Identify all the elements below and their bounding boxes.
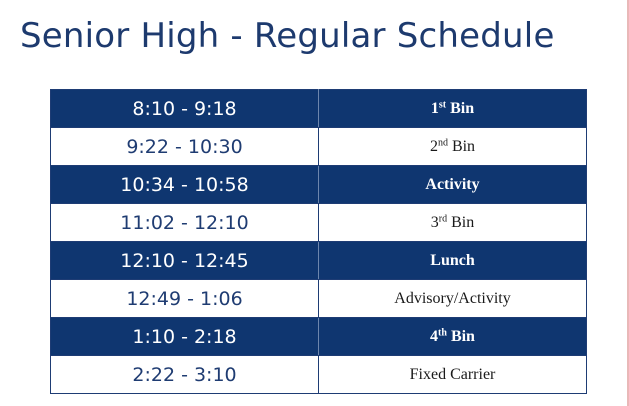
period-label-suffix: Bin [446,99,475,117]
period-time: 12:49 - 1:06 [51,280,319,318]
period-time: 1:10 - 2:18 [51,318,319,356]
period-label: Advisory/Activity [319,280,587,318]
schedule-row [51,166,587,204]
period-time: 12:10 - 12:45 [51,242,319,280]
period-label-suffix: Bin [447,213,475,231]
schedule-row [51,280,587,318]
period-label-suffix: Bin [446,327,475,345]
page-title: Senior High - Regular Schedule [20,16,555,56]
schedule-table [50,89,587,394]
period-ordinal-suffix: st [438,99,447,110]
period-number: 2 [429,137,438,155]
period-time: 11:02 - 12:10 [51,204,319,242]
period-label [319,90,587,128]
period-number: 1 [430,99,439,117]
period-label: Fixed Carrier [319,356,587,394]
period-time: 9:22 - 10:30 [51,128,319,166]
period-label: Activity [319,166,587,204]
period-time: 2:22 - 3:10 [51,356,319,394]
period-time: 8:10 - 9:18 [51,90,319,128]
period-number: 3 [430,213,439,231]
schedule-row [51,90,587,128]
schedule-row [51,128,587,166]
period-ordinal-suffix: th [438,327,447,338]
schedule-row [51,204,587,242]
period-label: Lunch [319,242,587,280]
period-label-suffix: Bin [447,137,476,155]
period-label [319,128,587,166]
period-number: 4 [430,327,439,345]
period-label [319,204,587,242]
period-time: 10:34 - 10:58 [51,166,319,204]
period-label [319,318,587,356]
period-ordinal-suffix: rd [438,213,448,224]
schedule-row [51,318,587,356]
period-ordinal-suffix: nd [437,137,448,148]
schedule-row [51,242,587,280]
schedule-row [51,356,587,394]
